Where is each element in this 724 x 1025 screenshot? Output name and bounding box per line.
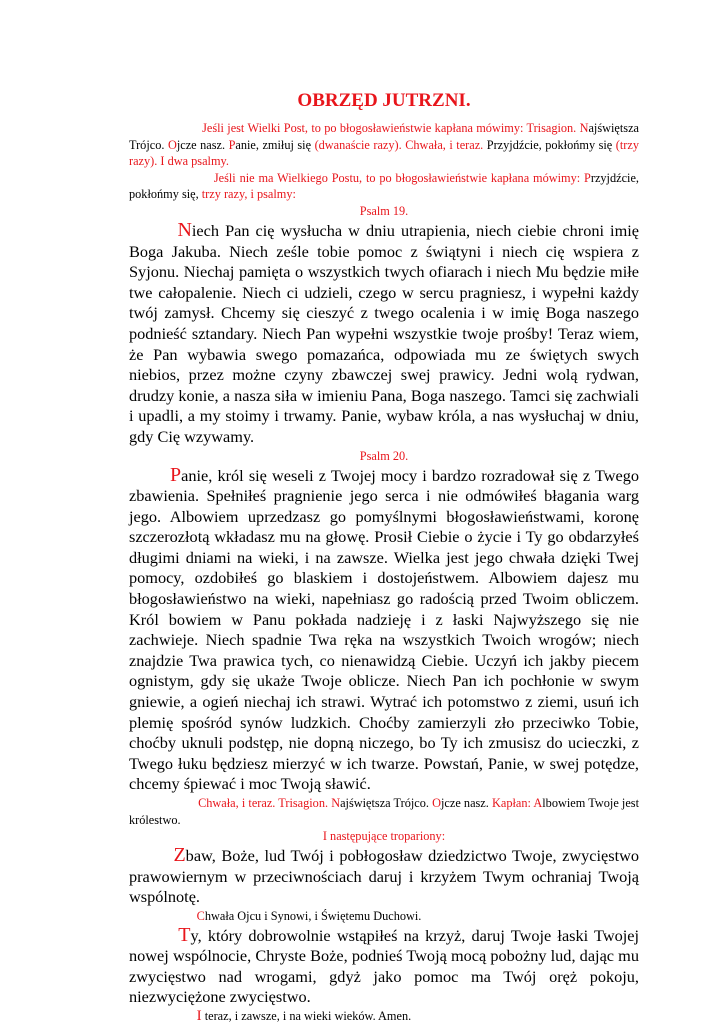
drop-initial: Z	[173, 844, 186, 867]
rubric-no-lent: Jeśli nie ma Wielkiego Postu, to po błogosławieństwie kapłana mówimy: Przyjdźcie, pokłońmy się, trzy razy, i psalmy:	[129, 170, 639, 202]
troparion-1: Zbaw, Boże, lud Twój i pobłogosław dziedzictwo Twoje, zwycięstwo prawowiernym w przeciwnościach daruj i krzyżem Twym ochraniaj Twoją wspólnotę.	[129, 844, 639, 907]
rubric-great-lent: Jeśli jest Wielki Post, to po błogosławieństwie kapłana mówimy: Trisagion. Najświętsza Trójco. Ojcze nasz. Panie, zmiłuj się (dwanaście razy). Chwała, i teraz. Przyjdźcie, pokłońmy się (trzy razy). I dwa psalmy.	[129, 121, 640, 169]
troparion-2: Ty, który dobrowolnie wstąpiłeś na krzyż, daruj Twoje łaski Twojej nowej wspólnocie, Chryste Boże, podnieś Twoją mocą pobożny lud, dając mu zwycięstwo nad wrogami, gdyż jako pomoc ma Twój oręż pokoju, niezwyciężone zwycięstwo.	[129, 923, 640, 1007]
rubric-after-psalms: Chwała, i teraz. Trisagion. Najświętsza Trójco. Ojcze nasz. Kapłan: Albowiem Twoje jest królestwo.	[129, 796, 639, 827]
psalm-19-text: Niech Pan cię wysłucha w dniu utrapienia, niech ciebie chroni imię Boga Jakuba. Niech ześle tobie pomoc z świątyni i niech cię wspiera z Syjonu. Niechaj pamięta o wszystkich twych ofiarach i niech Mu będzie miłe twe całopalenie. Niech ci udzieli, czego w sercu pragniesz, i wypełni każdy twój zamysł. Chcemy się cieszyć z twego ocalenia i w imię Boga naszego podnieść sztandary. Niech Pan wypełni wszystkie twoje prośby! Teraz wiem, że Pan wybawia swego pomazańca, odpowiada mu ze świętych swych niebios, przez możne czyny zbawczej swej prawicy. Jedni wolą rydwan, drudzy konie, a nasza siła w imieniu Pana, Boga naszego. Tamci się zachwiali i upadli, a my stoimy i trwamy. Panie, wybaw króla, a nas wysłuchaj w dniu, gdy Cię wzywamy.	[129, 218, 639, 446]
psalm-20-heading: Psalm 20.	[359, 448, 409, 463]
now-and-ever-line: I teraz, i zawsze, i na wieki wieków. Amen.	[196, 1007, 412, 1024]
page-title: OBRZĘD JUTRZNI.	[297, 90, 471, 111]
psalm-19-heading: Psalm 19.	[359, 203, 409, 218]
psalm-20-text: Panie, król się weseli z Twojej mocy i bardzo rozradował się z Twego zbawienia. Spełniłeś pragnienie jego serca i nie odmówiłeś błagania warg jego. Albowiem uprzedzasz go pomyślnymi błogosławieństwami, koronę szczerozłotą wkładasz mu na głowę. Prosił Ciebie o życie i Ty go obdarzyłeś długimi dniami na wieki, i na zawsze. Wielka jest jego chwała dzięki Twej pomocy, ozdobiłeś go blaskiem i dostojeństwem. Albowiem dajesz mu błogosławieństwo na wieki, napełniasz go radością przed Twoim obliczem. Król bowiem w Panu pokłada nadzieję i z łaski Najwyższego się nie zachwieje. Niech spadnie Twa ręka na wszystkich Twoich wrogów; niech znajdzie Twa prawica tych, co nienawidzą Ciebie. Uczyń ich jakby piecem ognistym, gdy się ukaże Twoje oblicze. Niech Pan ich pochłonie w swym gniewie, a ogień niechaj ich strawi. Wytrać ich potomstwo z ziemi, usuń ich plemię spośród synów ludzkich. Choćby zamierzyli zło przeciwko Tobie, choćby uknuli podstęp, nie dopną niczego, bo Ty ich zmusisz do ucieczki, z Twego łuku będziesz mierzyć w ich twarze. Powstań, Panie, w swej potędze, chcemy śpiewać i moc Twoją sławić.	[129, 463, 639, 794]
document-page	[129, 90, 639, 1025]
drop-initial: N	[177, 218, 192, 241]
drop-initial: P	[170, 463, 182, 486]
glory-line: Chwała Ojcu i Synowi, i Świętemu Duchowi.	[196, 908, 422, 923]
drop-initial: T	[178, 923, 191, 946]
troparia-heading: I następujące tropariony:	[322, 829, 446, 844]
